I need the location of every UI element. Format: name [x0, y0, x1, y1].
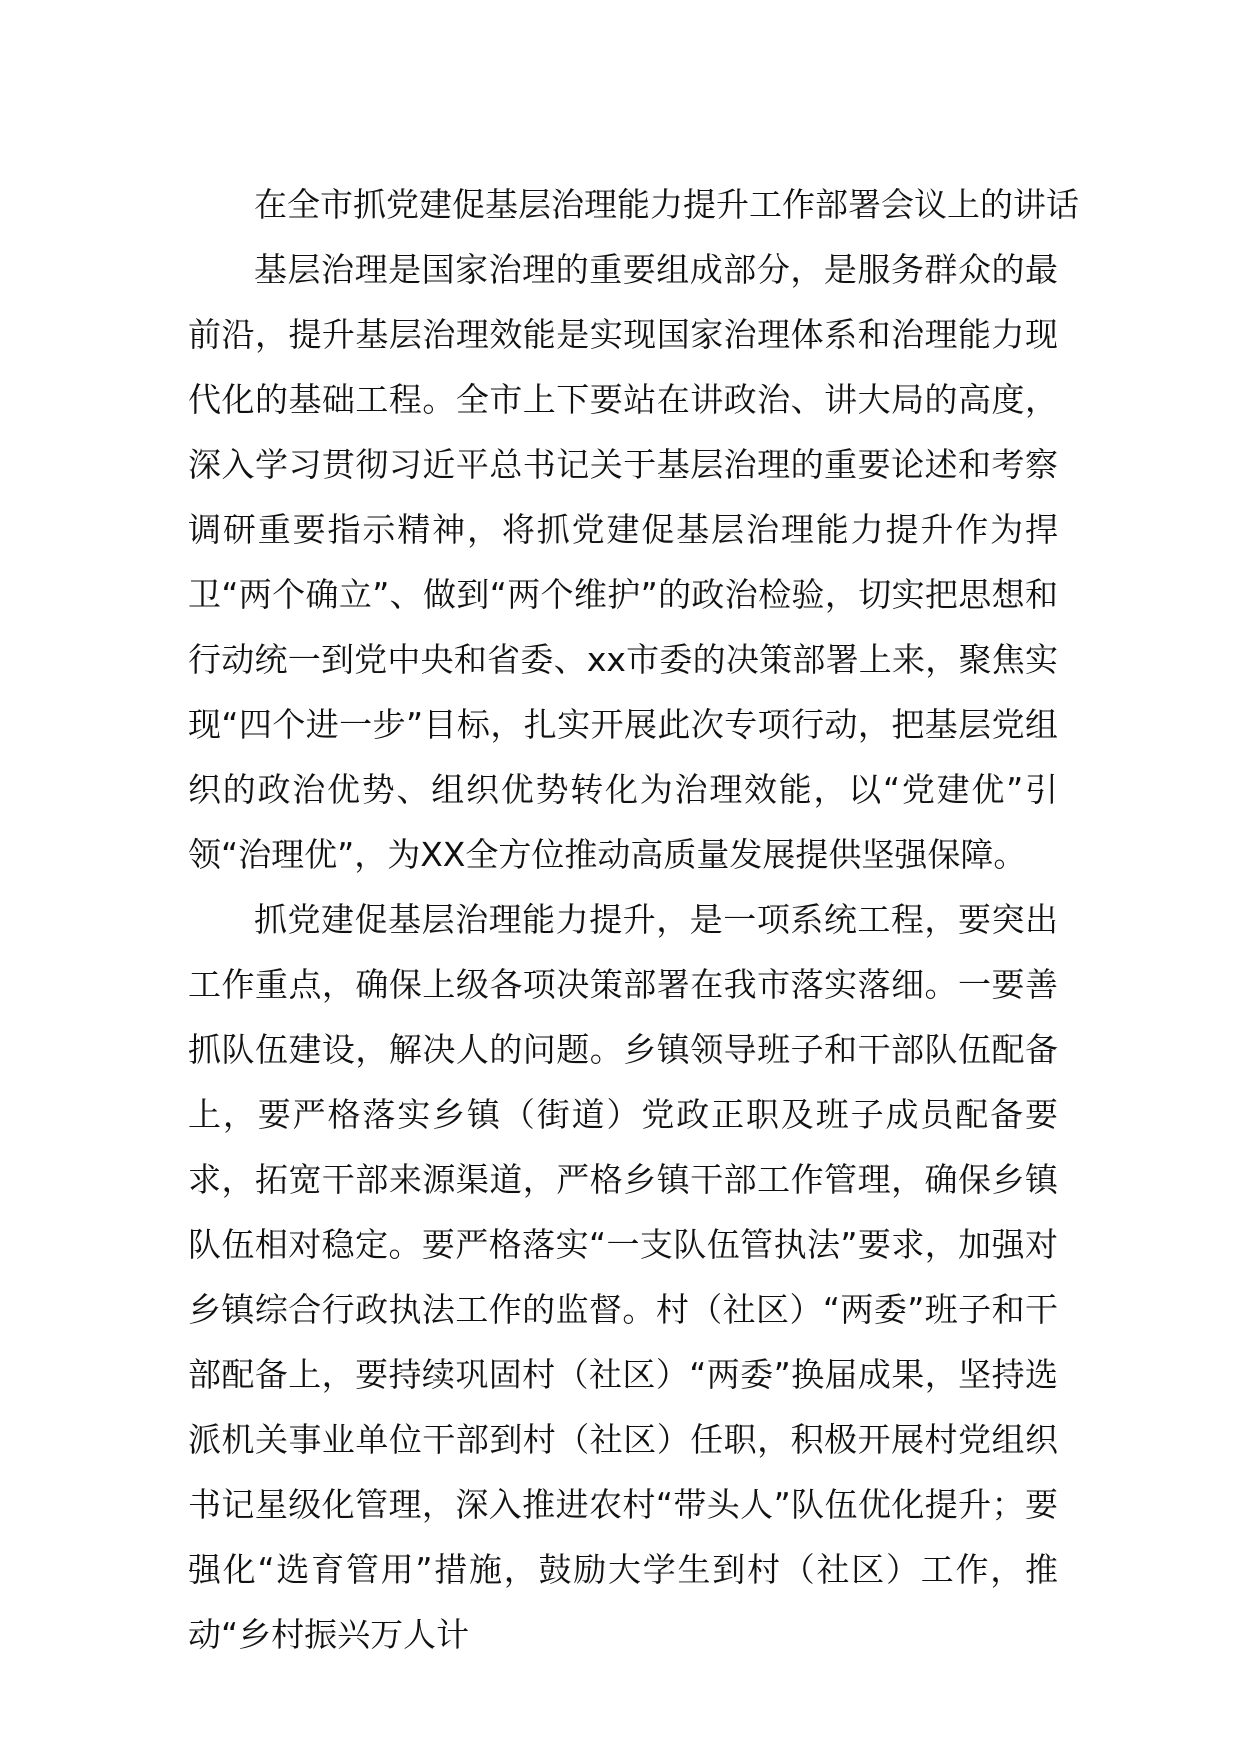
paragraph-2: 抓党建促基层治理能力提升，是一项系统工程，要突出工作重点，确保上级各项决策部署在我市落实落细。一要善抓队伍建设，解决人的问题。乡镇领导班子和干部队伍配备上，要严格落实乡镇（街道）党政正职及班子成员配备要求，拓宽干部来源渠道，严格乡镇干部工作管理，确保乡镇队伍相对稳定。要严格落实“一支队伍管执法”要求，加强对乡镇综合行政执法工作的监督。村（社区）“两委”班子和干部配备上，要持续巩固村（社区）“两委”换届成果，坚持选派机关事业单位干部到村（社区）任职，积极开展村党组织书记星级化管理，深入推进农村“带头人”队伍优化提升；要强化“选育管用”措施，鼓励大学生到村（社区）工作，推动“乡村振兴万人计 — [188, 900, 1058, 1654]
document-title: 在全市抓党建促基层治理能力提升工作部署会议上的讲话 — [254, 185, 1079, 224]
document-body — [188, 172, 1079, 1667]
paragraph-1: 基层治理是国家治理的重要组成部分，是服务群众的最前沿，提升基层治理效能是实现国家治理体系和治理能力现代化的基础工程。全市上下要站在讲政治、讲大局的高度，深入学习贯彻习近平总书记关于基层治理的重要论述和考察调研重要指示精神，将抓党建促基层治理能力提升作为捍卫“两个确立”、做到“两个维护”的政治检验，切实把思想和行动统一到党中央和省委、xx市委的决策部署上来，聚焦实现“四个进一步”目标，扎实开展此次专项行动，把基层党组织的政治优势、组织优势转化为治理效能，以“党建优”引领“治理优”，为XX全方位推动高质量发展提供坚强保障。 — [188, 250, 1058, 874]
